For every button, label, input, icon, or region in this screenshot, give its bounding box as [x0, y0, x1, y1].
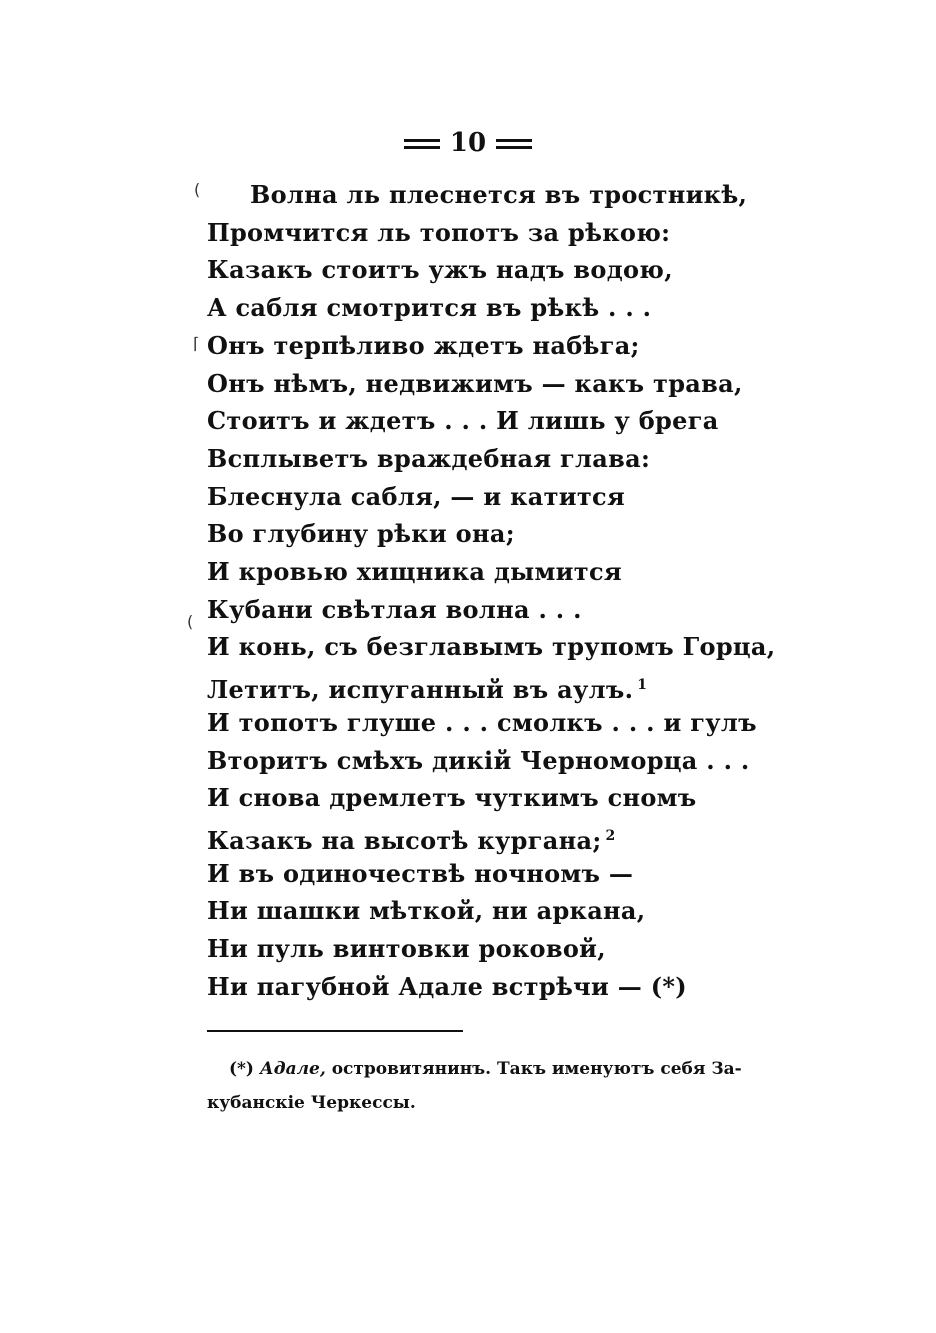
- verse-line-text: Вторитъ смѣхъ дикій Черноморца . . .: [207, 745, 750, 775]
- verse-line: [207, 327, 640, 365]
- page-header: [0, 123, 936, 163]
- margin-mark: (: [194, 180, 201, 199]
- verse-line: [207, 289, 651, 327]
- verse-line: [207, 214, 670, 252]
- verse-line: [207, 365, 743, 403]
- margin-mark: ⌈: [193, 334, 200, 353]
- verse-line-text: Казакъ стоитъ ужъ надъ водою,: [207, 255, 673, 285]
- verse-line: [207, 855, 633, 893]
- verse-line-text: Казакъ на высотѣ кургана;: [207, 825, 602, 855]
- verse-line: [250, 176, 747, 214]
- verse-line: [207, 779, 697, 817]
- header-ornament-left: [404, 138, 440, 150]
- verse-line: [207, 817, 616, 855]
- verse-line: [207, 251, 673, 289]
- verse-line: [207, 742, 750, 780]
- verse-line-text: Во глубину рѣки она;: [207, 519, 515, 549]
- verse-line-text: Стоитъ и ждетъ . . . И лишь у брега: [207, 406, 719, 436]
- verse-line-text: И кровью хищника дымится: [207, 557, 622, 586]
- page-number: 10: [449, 128, 487, 158]
- header-ornament-right: [496, 138, 532, 150]
- footnote: [207, 1052, 752, 1120]
- footnote-text: островитянинъ. Такъ именуютъ себя За-: [331, 1059, 742, 1079]
- verse-line: [207, 892, 645, 930]
- verse-line-text: И конь, съ безглавымъ трупомъ Горца,: [207, 632, 776, 662]
- verse-line: [207, 666, 647, 704]
- verse-line: [207, 440, 650, 478]
- verse-line-text: А сабля смотрится въ рѣкѣ . . .: [207, 293, 652, 323]
- verse-line-text: Блеснула сабля, — и катится: [207, 481, 625, 511]
- verse-line: [207, 515, 515, 553]
- footnote-marker: (*): [229, 1059, 254, 1079]
- verse-line-text: Всплыветъ враждебная глава:: [207, 443, 651, 473]
- verse-line: [207, 704, 757, 742]
- verse-line-text: И въ одиночествѣ ночномъ —: [207, 858, 634, 888]
- footnote-line: [207, 1052, 752, 1086]
- verse-line: [207, 968, 687, 1006]
- verse-line-text: Ни пагубной Адале встрѣчи — (*): [207, 971, 687, 1001]
- verse-line-text: Онъ нѣмъ, недвижимъ — какъ трава,: [207, 368, 743, 398]
- verse-line: [207, 553, 622, 591]
- footnote-rule: [207, 1030, 463, 1032]
- verse-line-text: Летитъ, испуганный въ аулъ.: [207, 675, 634, 705]
- verse-line: [207, 930, 606, 968]
- endnote-marker: 1: [637, 677, 648, 694]
- verse-line-text: Промчится ль топотъ за рѣкою:: [207, 217, 671, 247]
- endnote-marker: 2: [605, 827, 616, 844]
- footnote-term: Адале,: [259, 1059, 326, 1079]
- verse-line-text: Волна ль плеснется въ тростникѣ,: [250, 180, 748, 209]
- verse-line-text: Ни шашки мѣткой, ни аркана,: [207, 896, 646, 926]
- verse-line: [207, 591, 582, 629]
- verse-line-text: Кубани свѣтлая волна . . .: [207, 594, 582, 624]
- verse-line: [207, 402, 719, 440]
- verse-line: [207, 478, 625, 516]
- verse-line: [207, 628, 775, 666]
- verse-line-text: Онъ терпѣливо ждетъ набѣга;: [207, 330, 640, 360]
- footnote-line: кубанскіе Черкессы.: [207, 1093, 416, 1113]
- verse-line-text: И снова дремлетъ чуткимъ сномъ: [207, 783, 697, 813]
- verse-line-text: И топотъ глуше . . . смолкъ . . . и гулъ: [207, 707, 757, 737]
- verse-line-text: Ни пуль винтовки роковой,: [207, 934, 606, 963]
- margin-mark: (: [187, 612, 194, 631]
